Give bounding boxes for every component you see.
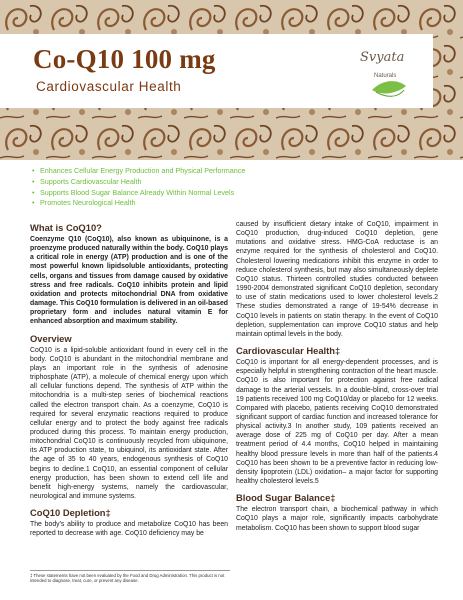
list-item: • Supports Cardiovascular Health (32, 176, 142, 186)
section-body: caused by insufficient dietary intake of CoQ10, impairment in CoQ10 production, drug-induced CoQ10 depletion, gene mutations and oxidative stress. HMG-CoA reductase is an enzyme required for the synthesis of cholesterol and CoQ10. Cholesterol lowering medications inhibit this enzyme in order to reduce cholesterol synthesis, but may also simultaneously deplete CoQ10 status. Thirteen controlled studies conducted between 1990-2004 demonstrated significant CoQ10 depletion, secondary to use of statin medications used to lower cholesterol levels.2 These studies demonstrated a range of 19-54% decrease in CoQ10 levels in patients on statin therapy. In the event of CoQ10 depletion, supplementation can improve CoQ10 status and help maintain optimal levels in the body. (236, 221, 438, 338)
section-heading: Blood Sugar Balance‡ (236, 492, 336, 504)
product-title: Co-Q10 100 mg (33, 44, 216, 74)
brand-logo (352, 40, 422, 104)
section-body: CoQ10 is important for all energy-dependent processes, and is especially helpful in strengthening contraction of the heart muscle. CoQ10 is also important for protection against free radical damage to the arterial vessels. In a double-blind, cross-over trial 19 patients received 100 mg CoQ10/day or placebo for 12 weeks. Compared with placebo, patients receiving CoQ10 demonstrated significant support of cardiac function and increased tolerance for physical activity.3 In another study, 109 patients received an average dose of 225 mg of CoQ10 per day. After a mean treatment period of 4.4 months, CoQ10 helped in maintaining healthy blood pressure levels in more than half of the patients.4 CoQ10 has been shown to be a preventive factor in reducing low-density lipoprotein (LDL) oxidation– a major factor for supporting healthy cholesterol levels.5 (236, 359, 438, 486)
list-item: • Enhances Cellular Energy Production and Physical Performance (32, 166, 246, 175)
benefit-list (32, 166, 245, 209)
left-column (30, 222, 228, 545)
section-heading: What is CoQ10? (30, 222, 102, 233)
product-subtitle: Cardiovascular Health (36, 79, 182, 94)
right-column (236, 220, 438, 539)
brand-tagline: Naturals (374, 73, 397, 79)
section-body: CoQ10 is a lipid-soluble antioxidant found in every cell in the body. CoQ10 is abundant in the mitochondrial membrane and plays an important role in the synthesis of adenosine triphosphate (ATP), a molecule of chemical energy upon which all cellular functions depend. The synthesis of ATP within the mitochondria is a multi-step series of biochemical reactions called the electron transport chain. As a coenzyme, CoQ10 is required for several enzymatic reactions required to produce cellular energy and to protect the body against free radicals produced during this process. To maintain energy production, mitochondrial CoQ10 is continuously recycled from ubiquinone, its ATP production state, to ubiquinol, its antioxidant state. After the age of 35 to 40 years, endogenous synthesis of CoQ10 begins to decline.1 CoQ10, an essential component of cellular energy production, has been shown to extend cell life and benefit high-energy systems, namely the cardiovascular, neurological and immune systems. (30, 346, 228, 501)
list-item: • Supports Blood Sugar Balance Already Within Normal Levels (32, 187, 235, 197)
section-heading: Cardiovascular Health‡ (236, 345, 341, 357)
section-heading: Overview (30, 332, 72, 344)
section-heading: CoQ10 Depletion‡ (30, 507, 111, 519)
brand-name: Svyata (360, 50, 405, 65)
section-body: Coenzyme Q10 (CoQ10), also known as ubiquinone, is a proenzyme produced naturally within the body. CoQ10 plays a critical role in energy (ATP) production and is one of the most powerful known lipidsoluble antioxidants, protecting cells, organs and tissues from damage caused by oxidative stress and free radicals. CoQ10 inhibits protein and lipid oxidation and protects mitochondrial DNA from oxidative damage. This CoQ10 formulation is delivered in an oil-based proprietary form and includes natural vitamin E for enhanced absorption and maximum stability. (30, 236, 228, 326)
fda-disclaimer: ‡ These statements have not been evaluated by the Food and Drug Administration. This product is not intended to diagnose, treat, cure, or prevent any disease. (30, 570, 230, 583)
section-body: The electron transport chain, a biochemical pathway in which CoQ10 plays a major role, significantly impacts carbohydrate metabolism. CoQ10 has been shown to support blood sugar (236, 506, 438, 532)
list-item: • Promotes Neurological Health (32, 198, 136, 208)
section-body: The body's ability to produce and metabolize CoQ10 has been reported to decrease with age. CoQ10 deficiency may be (30, 521, 228, 538)
